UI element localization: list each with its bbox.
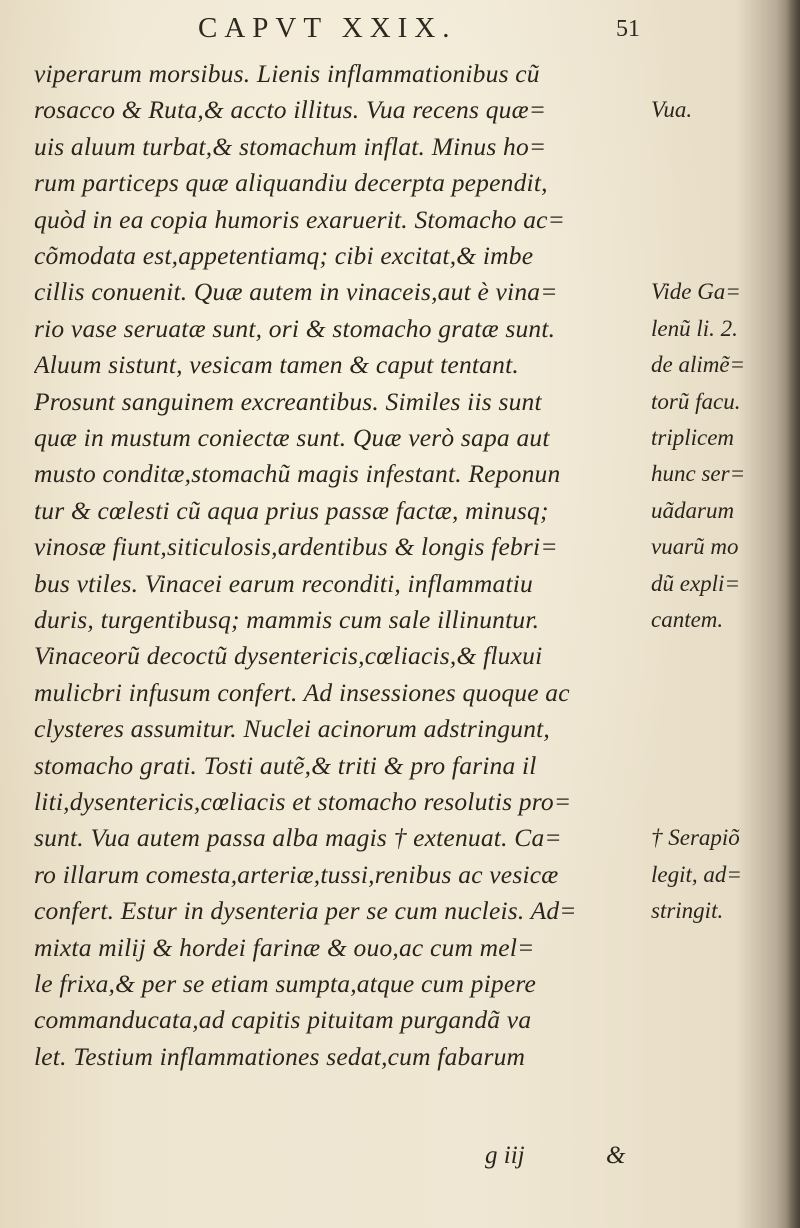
folio-number: 51 — [616, 16, 640, 42]
text-line: clysteres assumitur. Nuclei acinorum adstringunt, — [34, 714, 551, 744]
margin-note: stringit. — [651, 898, 724, 924]
text-line: viperarum morsibus. Lienis inflammationibus cũ — [34, 59, 540, 88]
text-line: quæ in mustum coniectæ sunt. Quæ verò sapa aut — [34, 423, 550, 452]
text-line: quòd in ea copia humoris exaruerit. Stomacho ac= — [34, 204, 566, 234]
text-line: liti,dysentericis,cœliacis et stomacho resolutis pro= — [34, 787, 572, 816]
margin-note: cantem. — [651, 607, 724, 632]
text-line: vinosæ fiunt,siticulosis,ardentibus & longis febri= — [34, 532, 558, 562]
text-line: ro illarum comesta,arteriæ,tussi,renibus ac vesicæ — [34, 859, 559, 889]
margin-note: † Serapiõ — [651, 825, 740, 851]
text-line: cõmodata est,appetentiamq; cibi excitat,& imbe — [34, 241, 534, 270]
margin-note: Vide Ga= — [651, 279, 741, 305]
text-line: confert. Estur in dysenteria per se cum nucleis. Ad= — [34, 896, 577, 926]
margin-note: uãdarum — [651, 497, 735, 523]
margin-note: torũ facu. — [651, 388, 741, 414]
text-line: Vinaceorũ decoctũ dysentericis,cœliacis,& fluxui — [34, 641, 543, 671]
chapter-heading: CAPVT XXIX. — [198, 12, 457, 44]
text-line: Aluum sistunt, vesicam tamen & caput tentant. — [34, 350, 519, 380]
text-line: commanducata,ad capitis pituitam purgandã va — [34, 1005, 532, 1035]
text-line: tur & cœlesti cũ aqua prius passæ factæ, minusq; — [34, 495, 549, 525]
margin-note: lenũ li. 2. — [651, 315, 738, 341]
margin-note: legit, ad= — [651, 861, 742, 887]
text-line: let. Testium inflammationes sedat,cum fabarum — [34, 1041, 526, 1071]
catchword: & — [606, 1142, 626, 1169]
margin-note: dũ expli= — [651, 570, 740, 596]
text-line: duris, turgentibusq; mammis cum sale illinuntur. — [34, 605, 540, 634]
text-line: Prosunt sanguinem excreantibus. Similes iis sunt — [34, 386, 542, 416]
margin-note: triplicem — [651, 425, 735, 450]
text-line: cillis conuenit. Quæ autem in vinaceis,aut è vina= — [34, 277, 558, 307]
text-line: rosacco & Ruta,& accto illitus. Vua recens quæ= — [34, 95, 547, 125]
margin-note: hunc ser= — [651, 461, 746, 487]
text-line: mixta milij & hordei farinæ & ouo,ac cum mel= — [34, 932, 535, 962]
text-line: rio vase seruatæ sunt, ori & stomacho gratæ sunt. — [34, 313, 556, 343]
running-head — [0, 12, 800, 52]
text-line: le frixa,& per se etiam sumpta,atque cum pipere — [34, 969, 537, 998]
margin-note: vuarũ mo — [651, 534, 739, 560]
text-line: musto conditæ,stomachũ magis infestant. Reponun — [34, 459, 561, 489]
text-line: rum particeps quæ aliquandiu decerpta pependit, — [34, 168, 548, 198]
signature-mark: g iij — [485, 1142, 525, 1169]
text-line: uis aluum turbat,& stomachum inflat. Minus ho= — [34, 131, 547, 161]
margin-note: de alimẽ= — [651, 352, 746, 378]
margin-note: Vua. — [651, 97, 693, 123]
text-line: sunt. Vua autem passa alba magis † extenuat. Ca= — [34, 823, 562, 853]
text-line: bus vtiles. Vinacei earum reconditi, inflammatiu — [34, 568, 533, 598]
text-line: mulicbri infusum confert. Ad insessiones quoque ac — [34, 677, 570, 707]
text-line: stomacho grati. Tosti autẽ,& triti & pro farina il — [34, 750, 537, 780]
